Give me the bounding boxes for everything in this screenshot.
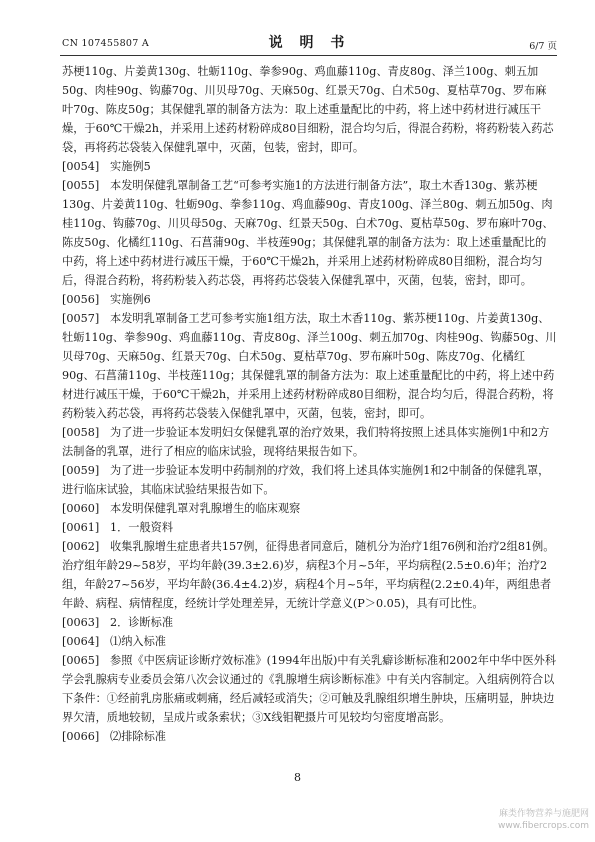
paragraph bbox=[62, 632, 557, 651]
paragraph-number: [0061] bbox=[62, 521, 100, 534]
watermark bbox=[498, 808, 589, 832]
paragraph-number: [0058] bbox=[62, 426, 100, 439]
paragraph bbox=[62, 499, 557, 518]
paragraph bbox=[62, 651, 557, 727]
paragraph-text: 收集乳腺增生症患者共157例，征得患者同意后，随机分为治疗1组76例和治疗2组81例。治疗组年龄29~58岁，平均年龄(39.3±2.6)岁，病程3个月~5年，平均病程(2.5±0.6)年；治疗2组，年龄27~56岁，平均年龄(36.4±4.2)岁，病程4个月~5年，平均病程(2.2±0.4)年，两组患者年龄、病程、病情程度，经统计学处理差异，无统计学意义(P＞0.05)，具有可比性。 bbox=[62, 540, 555, 610]
paragraph bbox=[62, 290, 557, 309]
paragraph bbox=[62, 423, 557, 461]
paragraph bbox=[62, 518, 557, 537]
page-number: 8 bbox=[294, 771, 301, 784]
paragraph-text: 本发明保健乳罩对乳腺增生的临床观察 bbox=[110, 502, 301, 515]
header-rule bbox=[60, 55, 557, 56]
watermark-line1: 麻类作物营养与施肥网 bbox=[498, 809, 589, 819]
document-title: 说 明 书 bbox=[268, 35, 351, 51]
paragraph-number: [0059] bbox=[62, 464, 100, 477]
paragraph-text: 1．一般资料 bbox=[110, 521, 174, 534]
paragraph-number: [0055] bbox=[62, 179, 100, 192]
paragraph-number: [0064] bbox=[62, 635, 100, 648]
paragraph-text: 本发明保健乳罩制备工艺“可参考实施1的方法进行制备方法”，取土木香130g、紫苏梗130g、片姜黄110g、牡蛎90g、拳参110g、鸡血藤90g、青皮100g、泽兰80g、刺五加50g、肉桂110g、钩藤70g、川贝母50g、天麻70g、红景天50g、白术70g、夏枯草50g、罗布麻叶70g、陈皮50g、化橘红110g、石菖蒲90g、半枝莲90g；其保健乳罩的制备方法为：取上述重量配比的中药，将上述中药材进行减压干燥，于60℃干燥2h，并采用上述药材粉碎成80目细粉，混合均匀后，得混合药粉，将药粉装入药芯袋，再将药芯袋装入保健乳罩中，灭菌，包装，密封，即可。 bbox=[62, 179, 554, 287]
paragraph bbox=[62, 461, 557, 499]
paragraph-text: 实施例6 bbox=[110, 293, 151, 306]
document-body bbox=[62, 62, 557, 746]
paragraph bbox=[62, 157, 557, 176]
page-indicator: 6/7 页 bbox=[529, 41, 557, 52]
paragraph-text: 2．诊断标准 bbox=[110, 616, 174, 629]
paragraph-text: 为了进一步验证本发明中药制剂的疗效，我们将上述具体实施例1和2中制备的保健乳罩，进行临床试验，其临床试验结果报告如下。 bbox=[62, 464, 550, 496]
paragraph-text: ⑴纳入标准 bbox=[110, 635, 166, 648]
paragraph bbox=[62, 309, 557, 423]
paragraph-text: ⑵排除标准 bbox=[110, 730, 166, 743]
watermark-line2: www.fibercrops.com bbox=[498, 821, 589, 831]
paragraph-number: [0066] bbox=[62, 730, 100, 743]
continuation-text: 苏梗110g、片姜黄130g、牡蛎110g、拳参90g、鸡血藤110g、青皮80g、泽兰100g、刺五加50g、肉桂90g、钩藤70g、川贝母70g、天麻50g、红景天70g、白术50g、夏枯草70g、罗布麻叶70g、陈皮50g；其保健乳罩的制备方法为：取上述重量配比的中药，将上述中药材进行减压干燥，于60℃干燥2h，并采用上述药材粉碎成80目细粉，混合均匀后，得混合药粉，将药粉装入药芯袋，再将药芯袋装入保健乳罩中，灭菌，包装，密封，即可。 bbox=[62, 65, 554, 154]
paragraph-text: 参照《中医病证诊断疗效标准》(1994年出版)中有关乳癖诊断标准和2002年中华中医外科学会乳腺病专业委员会第八次会议通过的《乳腺增生病诊断标准》中有关内容制定。入组病例符合以下条件：①经前乳房胀痛或刺痛，经后减轻或消失；②可触及乳腺组织增生肿块，压痛明显，肿块边界欠清，质地较韧，呈成片或条索状；③X线钼靶摄片可见较均匀密度增高影。 bbox=[62, 654, 557, 724]
page-header bbox=[62, 30, 557, 52]
paragraph-number: [0057] bbox=[62, 312, 100, 325]
paragraph bbox=[62, 727, 557, 746]
paragraph-number: [0063] bbox=[62, 616, 100, 629]
paragraph-number: [0060] bbox=[62, 502, 100, 515]
paragraph bbox=[62, 176, 557, 290]
paragraph-text: 实施例5 bbox=[110, 160, 151, 173]
paragraph-text: 本发明乳罩制备工艺可参考实施1组方法，取土木香110g、紫苏梗110g、片姜黄130g、牡蛎110g、拳参90g、鸡血藤110g、青皮80g、泽兰100g、刺五加70g、肉桂90g、钩藤50g、川贝母70g、天麻50g、红景天70g、白术50g、夏枯草70g、罗布麻叶50g、陈皮70g、化橘红90g、石菖蒲110g、半枝莲110g；其保健乳罩的制备方法为：取上述重量配比的中药，将上述中药材进行减压干燥，于60℃干燥2h，并采用上述药材粉碎成80目细粉，混合均匀后，得混合药粉，将药粉装入药芯袋，再将药芯袋装入保健乳罩中，灭菌，包装，密封，即可。 bbox=[62, 312, 557, 420]
paragraph bbox=[62, 537, 557, 613]
paragraph-number: [0062] bbox=[62, 540, 100, 553]
paragraph-number: [0056] bbox=[62, 293, 100, 306]
paragraph-text: 为了进一步验证本发明妇女保健乳罩的治疗效果，我们特将按照上述具体实施例1中和2方法制备的乳罩，进行了相应的临床试验，现将结果报告如下。 bbox=[62, 426, 550, 458]
paragraph-number: [0054] bbox=[62, 160, 100, 173]
paragraph bbox=[62, 613, 557, 632]
publication-number: CN 107455807 A bbox=[62, 38, 150, 49]
paragraph-number: [0065] bbox=[62, 654, 100, 667]
